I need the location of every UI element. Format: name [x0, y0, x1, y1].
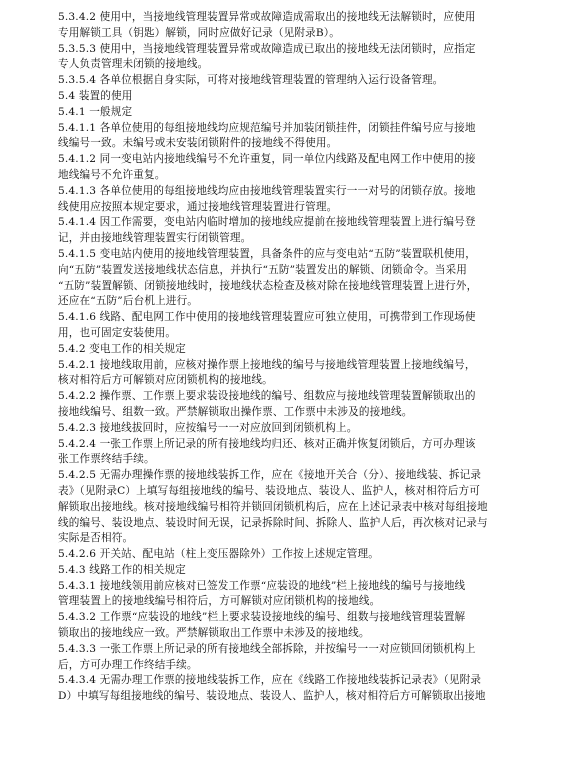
text-line: “五防”装置解锁、闭锁接地线时，接地线状态检查及核对除在接地线管理装置上进行外， [58, 279, 478, 292]
text-line: 5.3.4.2 使用中，当接地线管理装置异常或故障造成需取出的接地线无法解锁时，应使用 [58, 11, 476, 23]
text-line: 5.4.2.6 开关站、配电站（柱上变压器除外）工作按上述规定管理。 [58, 548, 379, 561]
text-line: 5.4.1.4 因工作需要，变电站内临时增加的接地线应提前在接地线管理装置上进行编号登 [58, 216, 476, 229]
text-line: 5.4.1.6 线路、配电网工作中使用的接地线管理装置应可独立使用，可携带到工作现场使 [58, 311, 476, 324]
text-line: 5.4.1.5 变电站内使用的接地线管理装置，具备条件的应与变电站“五防”装置联机使用， [58, 247, 477, 260]
text-line: 5.4.2.1 接地线取用前，应核对操作票上接地线的编号与接地线管理装置上接地线编号， [58, 358, 476, 371]
text-line: 解锁取出接地线。核对接地线编号相符并锁回闭锁机构后，应在上述记录表中核对每组接地 [58, 500, 488, 513]
text-line: 接地线编号、组数一致。严禁解锁取出操作票、工作票中未涉及的接地线。 [58, 405, 413, 418]
text-line: 实际是否相符。 [58, 532, 134, 545]
text-line: 5.3.5.3 使用中，当接地线管理装置异常或故障造成已取出的接地线无法闭锁时，应指定 [58, 42, 476, 55]
text-line: 锁取出的接地线应一致。严禁解锁取出工作票中未涉及的接地线。 [58, 627, 370, 640]
section-heading: 5.4 装置的使用 [58, 89, 133, 102]
text-line: 线编号一致。未编号或未安装闭锁附件的接地线不得使用。 [58, 137, 338, 150]
text-line: 地线编号不允许重复。 [58, 168, 166, 181]
text-line: 5.4.1.3 各单位使用的每组接地线均应由接地线管理装置实行一一对号的闭锁存放。接地 [58, 184, 476, 197]
text-line: 5.4.3.2 工作票“应装设的地线”栏上要求装设接地线的编号、组数与接地线管理装置解 [58, 611, 466, 624]
text-line: 还应在“五防”后台机上进行。 [58, 295, 199, 308]
document-page [58, 10, 522, 705]
text-line: 核对相符后方可解锁对应闭锁机构的接地线。 [58, 374, 273, 387]
text-line: D）中填写每组接地线的编号、装设地点、装设人、监护人，核对相符后方可解锁取出接地 [58, 690, 486, 703]
text-line: 用，也可固定安装使用。 [58, 326, 177, 339]
text-line: 张工作票终结手续。 [58, 453, 155, 466]
text-line: 后，方可办理工作终结手续。 [58, 658, 198, 671]
text-line: 5.4.1.2 同一变电站内接地线编号不允许重复，同一单位内线路及配电网工作中使用的接 [58, 153, 476, 166]
text-line: 线的编号、装设地点、装设时间无误，记录拆除时间、拆除人、监护人后，再次核对记录与 [58, 516, 488, 529]
text-line: 5.4.1.1 各单位使用的每组接地线均应规范编号并加装闭锁挂件，闭锁挂件编号应与接地 [58, 121, 476, 134]
text-line: 向“五防”装置发送接地线状态信息，并执行“五防”装置发出的解锁、闭锁命令。当采用 [58, 263, 468, 276]
text-line: 5.4.2.5 无需办理操作票的接地线装拆工作，应在《接地开关合（分）、接地线装、拆记录 [58, 469, 482, 482]
subsection-heading: 5.4.1 一般规定 [58, 105, 133, 118]
text-line: 专用解锁工具（钥匙）解锁，同时应做好记录（见附录B）。 [58, 26, 340, 39]
text-line: 管理装置上的接地线编号相符后，方可解锁对应闭锁机构的接地线。 [58, 595, 381, 608]
text-line: 5.3.5.4 各单位根据自身实际，可将对接地线管理装置的管理纳入运行设备管理。 [58, 74, 444, 87]
text-line: 5.4.3.4 无需办理工作票的接地线装拆工作，应在《线路工作接地线装拆记录表》（见附录 [58, 674, 482, 687]
subsection-heading: 5.4.3 线路工作的相关规定 [58, 563, 186, 576]
text-line: 5.4.3.1 接地线领用前应核对已签发工作票“应装设的地线”栏上接地线的编号与接地线 [58, 579, 466, 592]
text-line: 表》（见附录C）上填写每组接地线的编号、装设地点、装设人、监护人，核对相符后方可 [58, 484, 480, 497]
text-line: 5.4.2.4 一张工作票上所记录的所有接地线均归还、核对正确并恢复闭锁后，方可办理该 [58, 437, 476, 450]
text-line: 专人负责管理未闭锁的接地线。 [58, 58, 209, 71]
text-line: 线使用应按照本规定要求，通过接地线管理装置进行管理。 [58, 200, 338, 213]
text-line: 记，并由接地线管理装置实行闭锁管理。 [58, 232, 252, 245]
text-line: 5.4.2.2 操作票、工作票上要求装设接地线的编号、组数应与接地线管理装置解锁取出的 [58, 390, 476, 403]
text-line: 5.4.2.3 接地线拔回时，应按编号一一对应放回到闭锁机构上。 [58, 421, 358, 434]
subsection-heading: 5.4.2 变电工作的相关规定 [58, 342, 186, 355]
text-line: 5.4.3.3 一张工作票上所记录的所有接地线全部拆除，并按编号一一对应锁回闭锁机构上 [58, 642, 476, 655]
